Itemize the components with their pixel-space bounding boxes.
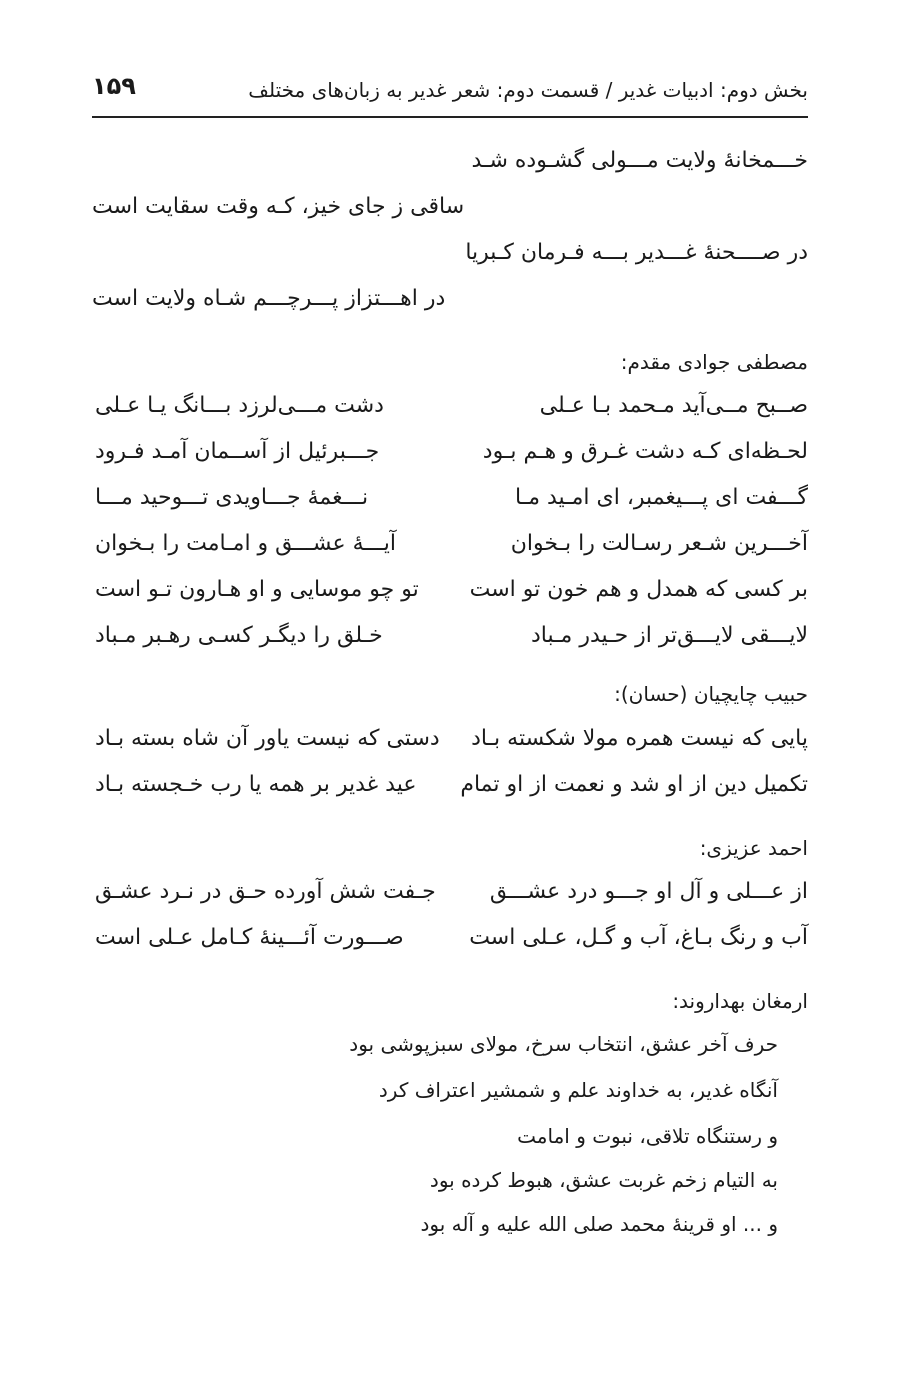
- intro-line: در صــــحنهٔ غـــدیر بـــه فـرمان کـبریا: [465, 240, 808, 265]
- free-verse-line: حرف آخر عشق، انتخاب سرخ، مولای سبزپوشی بود: [349, 1032, 778, 1056]
- header-title: بخش دوم: ادبیات غدیر / قسمت دوم: شعر غدیر به زبان‌های مختلف: [248, 78, 808, 102]
- poet-name: احمد عزیزی:: [699, 836, 808, 860]
- verse-left: عید غدیر بر همه یا رب خـجسته بـاد: [95, 772, 417, 797]
- verse-right: آخـــرین شـعر رسـالت را بـخوان: [510, 531, 808, 556]
- poet-name: ارمغان بهداروند:: [672, 989, 808, 1013]
- free-verse-line: و ... او قرینهٔ محمد صلی الله علیه و آله بود: [420, 1212, 778, 1236]
- poet-name: مصطفی جوادی مقدم:: [620, 350, 808, 374]
- free-verse-line: به التیام زخم غربت عشق، هبوط کرده بود: [429, 1168, 778, 1192]
- free-verse-line: و رستنگاه تلاقی، نبوت و امامت: [517, 1124, 778, 1148]
- verse-right: پایی که نیست همره مولا شکسته بـاد: [471, 726, 808, 751]
- verse-left: جـفت شش آورده حـق در نـرد عشـق: [95, 879, 436, 904]
- verse-left: آیـــهٔ عشـــق و امـامت را بـخوان: [95, 531, 396, 556]
- verse-left: تو چو موسایی و او هـارون تـو است: [95, 577, 419, 602]
- verse-right: آب و رنگ بـاغ، آب و گـل، عـلی است: [469, 925, 808, 950]
- verse-right: صــبح مــی‌آید مـحمد بـا عـلی: [539, 393, 808, 418]
- verse-right: از عـــلی و آل او جـــو درد عشـــق: [489, 879, 808, 904]
- verse-right: گـــفت ای پـــیغمبر، ای امـید مـا: [515, 485, 808, 510]
- free-verse-line: آنگاه غدیر، به خداوند علم و شمشیر اعتراف کرد: [378, 1078, 778, 1102]
- verse-right: لایـــقی لایـــق‌تر از حـیدر مـباد: [530, 623, 808, 648]
- intro-line: ساقی ز جای خیز، کـه وقت سقایت است: [92, 194, 465, 219]
- verse-left: نـــغمهٔ جـــاویدی تـــوحید مـــا: [95, 485, 369, 510]
- verse-left: دشت مـــی‌لرزد بـــانگ یـا عـلی: [95, 393, 384, 418]
- verse-left: دستی که نیست یاور آن شاه بسته بـاد: [95, 726, 440, 751]
- verse-right: تکمیل دین از او شد و نعمت از او تمام: [460, 772, 808, 797]
- verse-right: لحـظه‌ای کـه دشت غـرق و هـم بـود: [482, 439, 808, 464]
- intro-line: در اهـــتزاز پـــرچـــم شـاه ولایت است: [92, 286, 446, 311]
- intro-line: خـــمخانهٔ ولایت مـــولی گشـوده شـد: [471, 148, 808, 173]
- page-number: ۱۵۹: [92, 72, 136, 100]
- running-header: [92, 68, 808, 118]
- poet-name: حبیب چایچیان (حسان):: [614, 682, 808, 706]
- verse-left: جـــبرئیل از آســمان آمـد فـرود: [95, 439, 380, 464]
- verse-right: بر کسی که همدل و هم خون تو است: [469, 577, 808, 602]
- verse-left: صـــورت آئـــینهٔ کـامل عـلی است: [95, 925, 404, 950]
- verse-left: خـلق را دیگـر کسـی رهـبر مـباد: [95, 623, 383, 648]
